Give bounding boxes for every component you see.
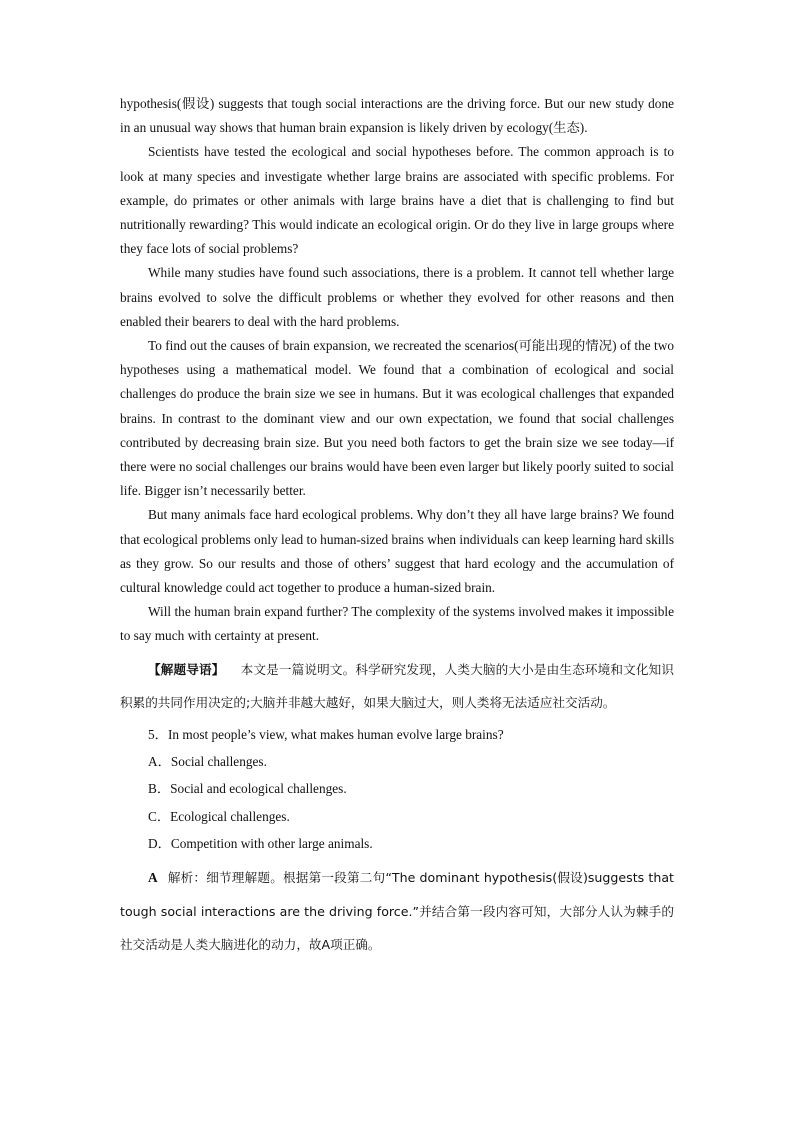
answer-letter: A	[148, 870, 158, 886]
guide-text: 本文是一篇说明文。科学研究发现，人类大脑的大小是由生态环境和文化知识积累的共同作用决定的;大脑并非越大越好，如果大脑过大，则人类将无法适应社交活动。	[120, 661, 675, 711]
option-d: D．Competition with other large animals.	[148, 835, 373, 851]
passage-paragraph-3: While many studies have found such associations, there is a problem. It cannot tell whether large brains evolved to solve the difficult problems or whether they evolved for other reasons and then enabled their bearers to deal with the hard problems.	[120, 265, 674, 329]
reading-guide	[120, 653, 674, 720]
option-b: B．Social and ecological challenges.	[148, 781, 347, 797]
passage-paragraph-1: hypothesis(假设) suggests that tough social interactions are the driving force. But our new study done in an unusual way shows that human brain expansion is likely driven by ecology(生态).	[120, 96, 674, 136]
passage-paragraph-4: To find out the causes of brain expansion, we recreated the scenarios(可能出现的情况) of the two hypotheses using a mathematical model. We found that a combination of ecological and social challenges do produce the brain size we see in humans. But it was ecological challenges that expanded brains. In contrast to the dominant view and our own expectation, we found that social challenges contributed by decreasing brain size. But you need both factors to get the brain size we see today—if there were no social challenges our brains would have been even larger but likely poorly suited to social life. Bigger isn’t necessarily better.	[120, 338, 674, 499]
passage-paragraph-2: Scientists have tested the ecological and social hypotheses before. The common approach is to look at many species and investigate whether large brains are associated with specific problems. For example, do primates or other animals with large brains have a diet that is challenging to find but nutritionally rewarding? This would indicate an ecological origin. Or do they live in large groups where they face lots of social problems?	[120, 144, 674, 257]
passage-paragraph-6: Will the human brain expand further? The complexity of the systems involved makes it impossible to say much with certainty at present.	[120, 604, 674, 644]
passage-paragraph-5: But many animals face hard ecological problems. Why don’t they all have large brains? We found that ecological problems only lead to human-sized brains when individuals can keep learning hard skills as they grow. So our results and those of others’ suggest that hard ecology and the accumulation of cultural knowledge could act together to produce a human-sized brain.	[120, 507, 674, 596]
guide-label: 【解题导语】	[148, 661, 225, 677]
question-stem: 5．In most people’s view, what makes human evolve large brains?	[148, 726, 504, 742]
answer-explanation	[120, 861, 674, 962]
option-c: C．Ecological challenges.	[148, 808, 290, 824]
answer-text: 解析：细节理解题。根据第一段第二句“The dominant hypothesis(假设)suggests that tough social interactions are the driving force.”并结合第一段内容可知，大部分人认为棘手的社交活动是人类大脑进化的动力，故A项正确。	[120, 870, 674, 953]
option-a: A．Social challenges.	[148, 753, 267, 769]
